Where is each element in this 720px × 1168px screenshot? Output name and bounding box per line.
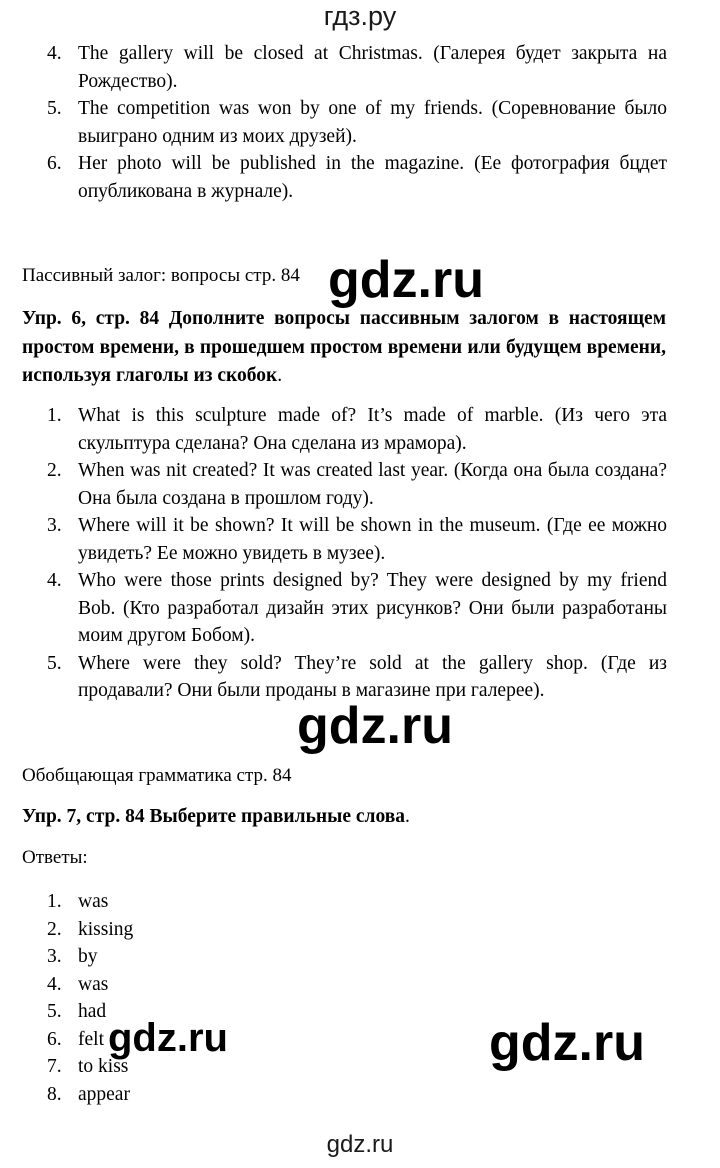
watermark-logo: gdz.ru bbox=[297, 697, 453, 755]
item-number: 8. bbox=[47, 1083, 62, 1105]
item-number: 2. bbox=[47, 460, 62, 481]
exercise-5-answers-list bbox=[47, 40, 667, 205]
item-text: by bbox=[78, 946, 98, 967]
list-item bbox=[47, 150, 667, 205]
item-text: was bbox=[78, 891, 109, 912]
item-text: Her photo will be published in the magazine. (Ее фотография бцдет опубликована в журнале). bbox=[78, 153, 667, 202]
footer-watermark: gdz.ru bbox=[326, 1131, 394, 1158]
item-text: was bbox=[78, 973, 109, 995]
list-item bbox=[47, 943, 133, 971]
item-number: 6. bbox=[47, 1028, 62, 1050]
item-number: 6. bbox=[47, 153, 62, 174]
item-number: 4. bbox=[47, 973, 62, 995]
list-item bbox=[47, 1081, 133, 1109]
exercise-7-period: . bbox=[405, 806, 410, 827]
item-number: 4. bbox=[47, 570, 62, 591]
list-item bbox=[47, 95, 667, 150]
list-item bbox=[47, 40, 667, 95]
watermark-logo: gdz.ru bbox=[108, 1016, 228, 1060]
item-text: had bbox=[78, 1001, 107, 1022]
list-item bbox=[47, 916, 133, 944]
item-number: 3. bbox=[47, 946, 62, 967]
exercise-6-instructions: Упр. 6, стр. 84 Дополните вопросы пассивным залогом в настоящем простом времени, в прошедшем простом времени или будущем времени, используя глаголы из скобок bbox=[22, 308, 666, 386]
list-item bbox=[47, 567, 667, 650]
list-item bbox=[47, 888, 133, 916]
item-text: felt bbox=[78, 1028, 104, 1050]
item-number: 3. bbox=[47, 515, 62, 536]
item-text: What is this sculpture made of? It’s made of marble. (Из чего эта скульптура сделана? Она сделана из мрамора). bbox=[78, 405, 667, 454]
item-text: Who were those prints designed by? They were designed by my friend Bob. (Кто разработал дизайн этих рисунков? Они были разработаны моим другом Бобом). bbox=[78, 570, 667, 646]
item-number: 5. bbox=[47, 652, 62, 674]
list-item bbox=[47, 457, 667, 512]
exercise-6-period: . bbox=[277, 365, 283, 386]
item-number: 1. bbox=[47, 405, 62, 426]
item-text: When was nit created? It was created last year. (Когда она была создана? Она была создана в прошлом году). bbox=[78, 460, 667, 509]
exercise-7-answers-list bbox=[47, 888, 133, 1108]
header-watermark: гдз.ру bbox=[323, 1, 397, 31]
watermark-logo: gdz.ru bbox=[489, 1014, 645, 1072]
item-number: 4. bbox=[47, 43, 62, 64]
item-number: 2. bbox=[47, 918, 62, 940]
item-number: 7. bbox=[47, 1056, 62, 1077]
list-item bbox=[47, 971, 133, 999]
list-item bbox=[47, 512, 667, 567]
item-number: 5. bbox=[47, 98, 62, 119]
grammar-heading: Обобщающая грамматика стр. 84 bbox=[22, 765, 292, 786]
list-item bbox=[47, 402, 667, 457]
answers-label: Ответы: bbox=[22, 847, 88, 868]
item-text: Where were they sold? They’re sold at the gallery shop. (Где из продавали? Они были проданы в магазине при галерее). bbox=[78, 652, 667, 701]
item-text: to kiss bbox=[78, 1056, 129, 1077]
item-text: appear bbox=[78, 1083, 130, 1105]
exercise-7-instructions: Упр. 7, стр. 84 Выберите правильные слова bbox=[22, 806, 406, 827]
item-text: kissing bbox=[78, 918, 134, 940]
watermark-logo: gdz.ru bbox=[328, 251, 484, 309]
exercise-6-answers-list bbox=[47, 402, 667, 705]
exercise-6-heading bbox=[22, 305, 666, 391]
item-text: Where will it be shown? It will be shown in the museum. (Где ее можно увидеть? Ее можно увидеть в музее). bbox=[78, 515, 667, 564]
item-text: The gallery will be closed at Christmas. (Галерея будет закрыта на Рождество). bbox=[78, 43, 667, 92]
item-text: The competition was won by one of my friends. (Соревнование было выиграно одним из моих друзей). bbox=[78, 98, 667, 147]
item-number: 1. bbox=[47, 891, 62, 912]
exercise-7-heading bbox=[22, 803, 666, 832]
passive-voice-heading: Пассивный залог: вопросы стр. 84 bbox=[22, 265, 300, 286]
item-number: 5. bbox=[47, 1001, 62, 1022]
